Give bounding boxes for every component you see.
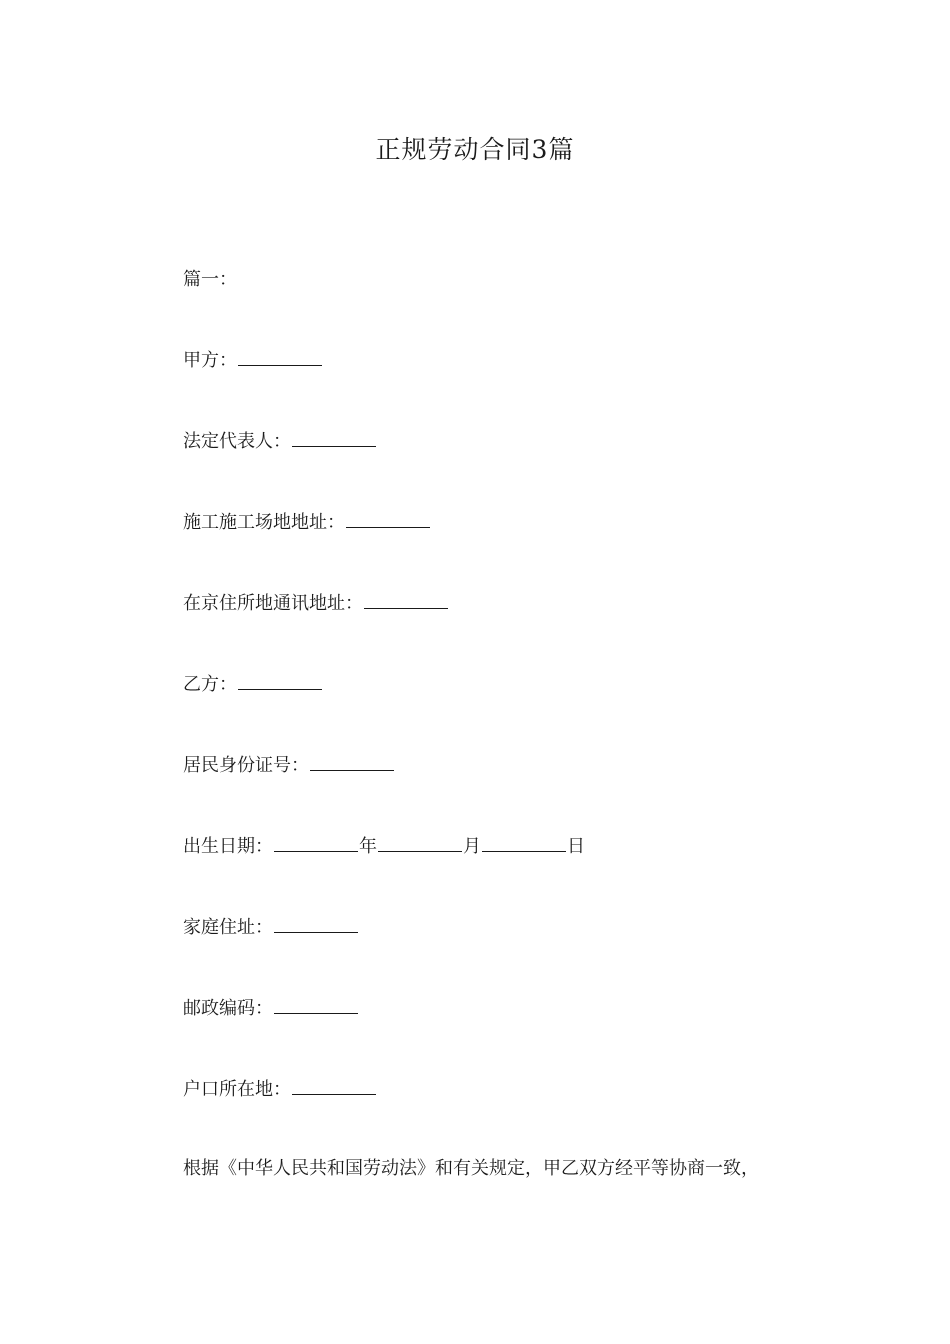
- blank-line-year: [274, 833, 358, 852]
- field-beijing-address: [183, 590, 449, 616]
- section-heading: 篇一：: [183, 269, 237, 290]
- day-label: 日: [567, 836, 585, 857]
- field-label: 在京住所地通讯地址：: [183, 593, 363, 614]
- body-paragraph: 根据《中华人民共和国劳动法》和有关规定，甲乙双方经平等协商一致，: [183, 1158, 759, 1179]
- field-id-number: [183, 752, 395, 778]
- blank-line: [274, 914, 358, 933]
- field-label: 法定代表人：: [183, 431, 291, 452]
- blank-line: [346, 509, 430, 528]
- field-label: 居民身份证号：: [183, 755, 309, 776]
- document-title: 正规劳动合同3篇: [375, 135, 575, 164]
- blank-line-day: [482, 833, 566, 852]
- field-label: 施工施工场地地址：: [183, 512, 345, 533]
- field-label: 甲方：: [183, 350, 237, 371]
- year-label: 年: [359, 836, 377, 857]
- blank-line: [310, 752, 394, 771]
- blank-line: [238, 671, 322, 690]
- field-label: 家庭住址：: [183, 917, 273, 938]
- blank-line: [292, 428, 376, 447]
- field-site-address: [183, 509, 431, 535]
- month-label: 月: [463, 836, 481, 857]
- field-household-location: [183, 1076, 377, 1102]
- field-birth-date: [183, 833, 585, 859]
- field-label: 乙方：: [183, 674, 237, 695]
- field-party-a: [183, 347, 323, 373]
- blank-line-month: [378, 833, 462, 852]
- field-label: 邮政编码：: [183, 998, 273, 1019]
- field-postal-code: [183, 995, 359, 1021]
- field-party-b: [183, 671, 323, 697]
- field-legal-rep: [183, 428, 377, 454]
- field-label: 户口所在地：: [183, 1079, 291, 1100]
- blank-line: [364, 590, 448, 609]
- blank-line: [292, 1076, 376, 1095]
- blank-line: [274, 995, 358, 1014]
- blank-line: [238, 347, 322, 366]
- field-home-address: [183, 914, 359, 940]
- field-label: 出生日期：: [183, 836, 273, 857]
